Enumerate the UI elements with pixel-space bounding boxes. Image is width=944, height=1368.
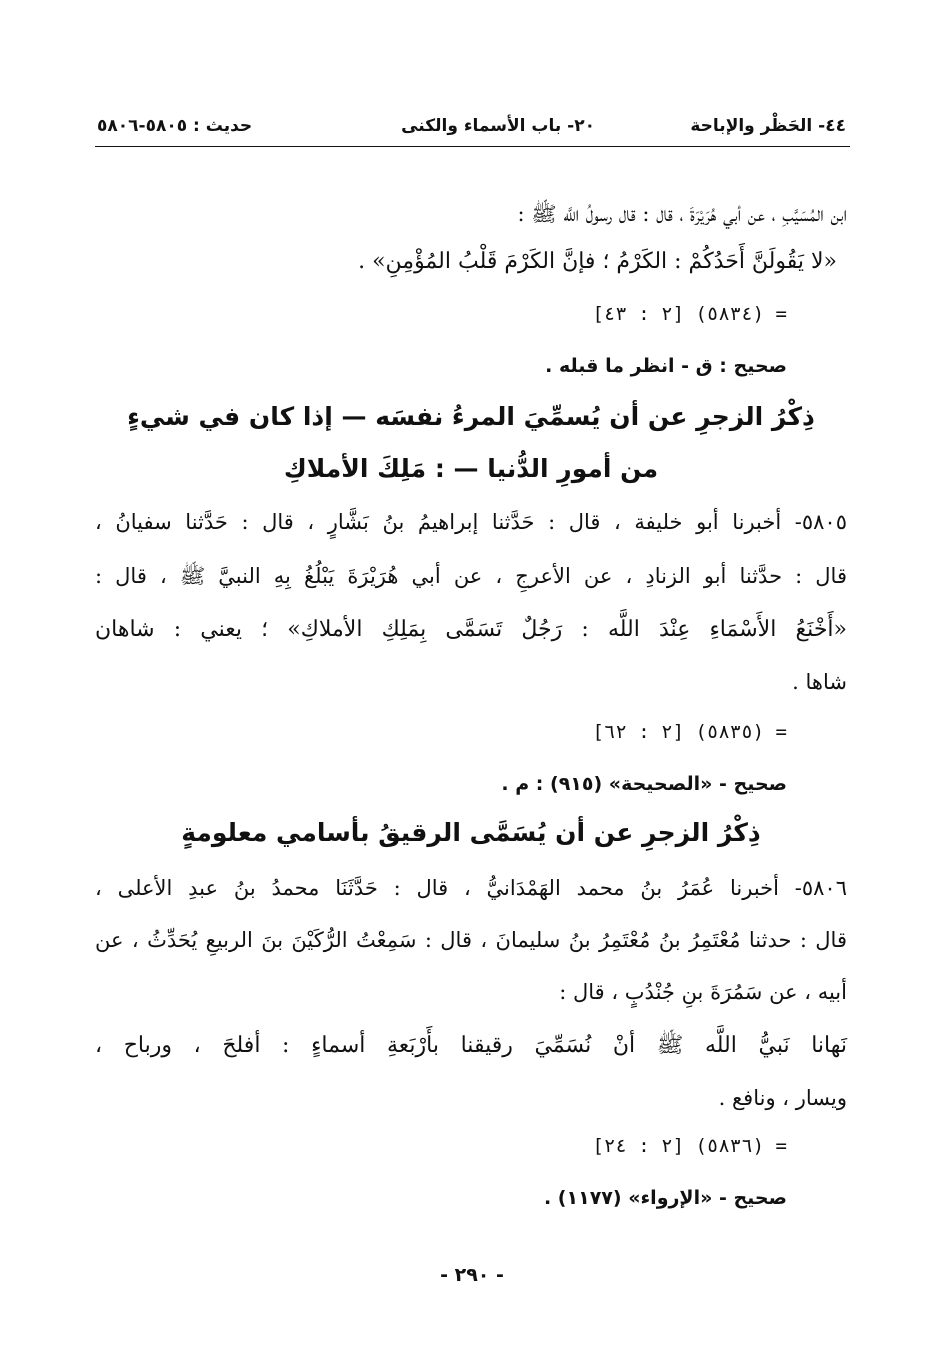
book-title: ٤٤- الحَظْر والإباحة [690, 116, 846, 136]
hadith-text: «لا يَقُولَنَّ أَحَدُكُمْ : الكَرْمُ ؛ فإنَّ الكَرْمَ قَلْبُ المُؤْمِنِ» . [358, 249, 837, 274]
hadith-isnad: أبيه ، عن سَمُرَةَ بنِ جُنْدُبٍ ، قال : [559, 980, 847, 1004]
section-title-line: من أمورِ الدُّنيا — : مَلِكَ الأملاكِ [283, 454, 659, 483]
hadith-text: ويسار ، ونافع . [718, 1086, 847, 1110]
grading: صحيح - «الصحيحة» (٩١٥) : م . [501, 773, 787, 795]
hadith-text: شاها . [792, 670, 847, 694]
hadith-range: حديث : ٥٨٠٥-٥٨٠٦ [97, 116, 253, 136]
page-number: - ٢٩٠ - [440, 1264, 504, 1286]
hadith-isnad: قال : حدثنا مُعْتَمِرُ بنُ مُعْتَمِرُ بنُ سليمانَ ، قال : سَمِعْتُ الرُّكَيْنَ بنَ الربيعِ يُحَدِّثُ ، عن [95, 928, 847, 952]
cross-reference: = (٥٨٣٦) [٢ : ٢٤] [592, 1135, 787, 1157]
hadith-isnad: قال : حدَّثنا أبو الزنادِ ، عن الأعرجِ ، عن أبي هُرَيْرَةَ يَبْلُغُ بِهِ النبيَّ ﷺ ، قال : [95, 564, 847, 588]
running-header [95, 110, 850, 147]
section-title-line: ذِكْرُ الزجرِ عن أن يُسمِّيَ المرءُ نفسَه — إذا كان في شيءٍ [127, 402, 815, 431]
isnad-line: ابن المُسَيَّبِ ، عن أبي هُرَيْرَةَ ، قال : قال رسولُ اللَّه ﷺ : [517, 202, 847, 226]
section-title-line: ذِكْرُ الزجرِ عن أن يُسَمَّى الرقيقُ بأسامي معلومةٍ [181, 818, 761, 847]
hadith-text: نَهانا نَبيُّ اللَّه ﷺ أنْ نُسَمِّيَ رقيقنا بأَرْبَعةِ أسماءٍ : أفلحَ ، ورباح ، [95, 1033, 847, 1058]
hadith-isnad: ٥٨٠٦- أخبرنا عُمَرُ بنُ محمد الهَمْدَانيُّ ، قال : حَدَّثَنَا محمدُ بنُ عبدِ الأعلى ، [95, 876, 847, 900]
grading: صحيح : ق - انظر ما قبله . [545, 355, 787, 377]
hadith-text: «أَخْنَعُ الأَسْمَاءِ عِنْدَ اللَّه : رَجُلٌ تَسَمَّى بِمَلِكِ الأملاكِ» ؛ يعني : شاهان [95, 617, 847, 642]
cross-reference: = (٥٨٣٥) [٢ : ٦٢] [592, 721, 787, 743]
chapter-title: ٢٠- باب الأسماء والكنى [401, 116, 595, 136]
cross-reference: = (٥٨٣٤) [٢ : ٤٣] [592, 303, 787, 325]
hadith-isnad: ٥٨٠٥- أخبرنا أبو خليفة ، قال : حَدَّثنا إبراهيمُ بنُ بَشَّارٍ ، قال : حَدَّثنا سفيانُ ، [95, 510, 847, 534]
grading: صحيح - «الإرواء» (١١٧٧) . [543, 1187, 787, 1209]
